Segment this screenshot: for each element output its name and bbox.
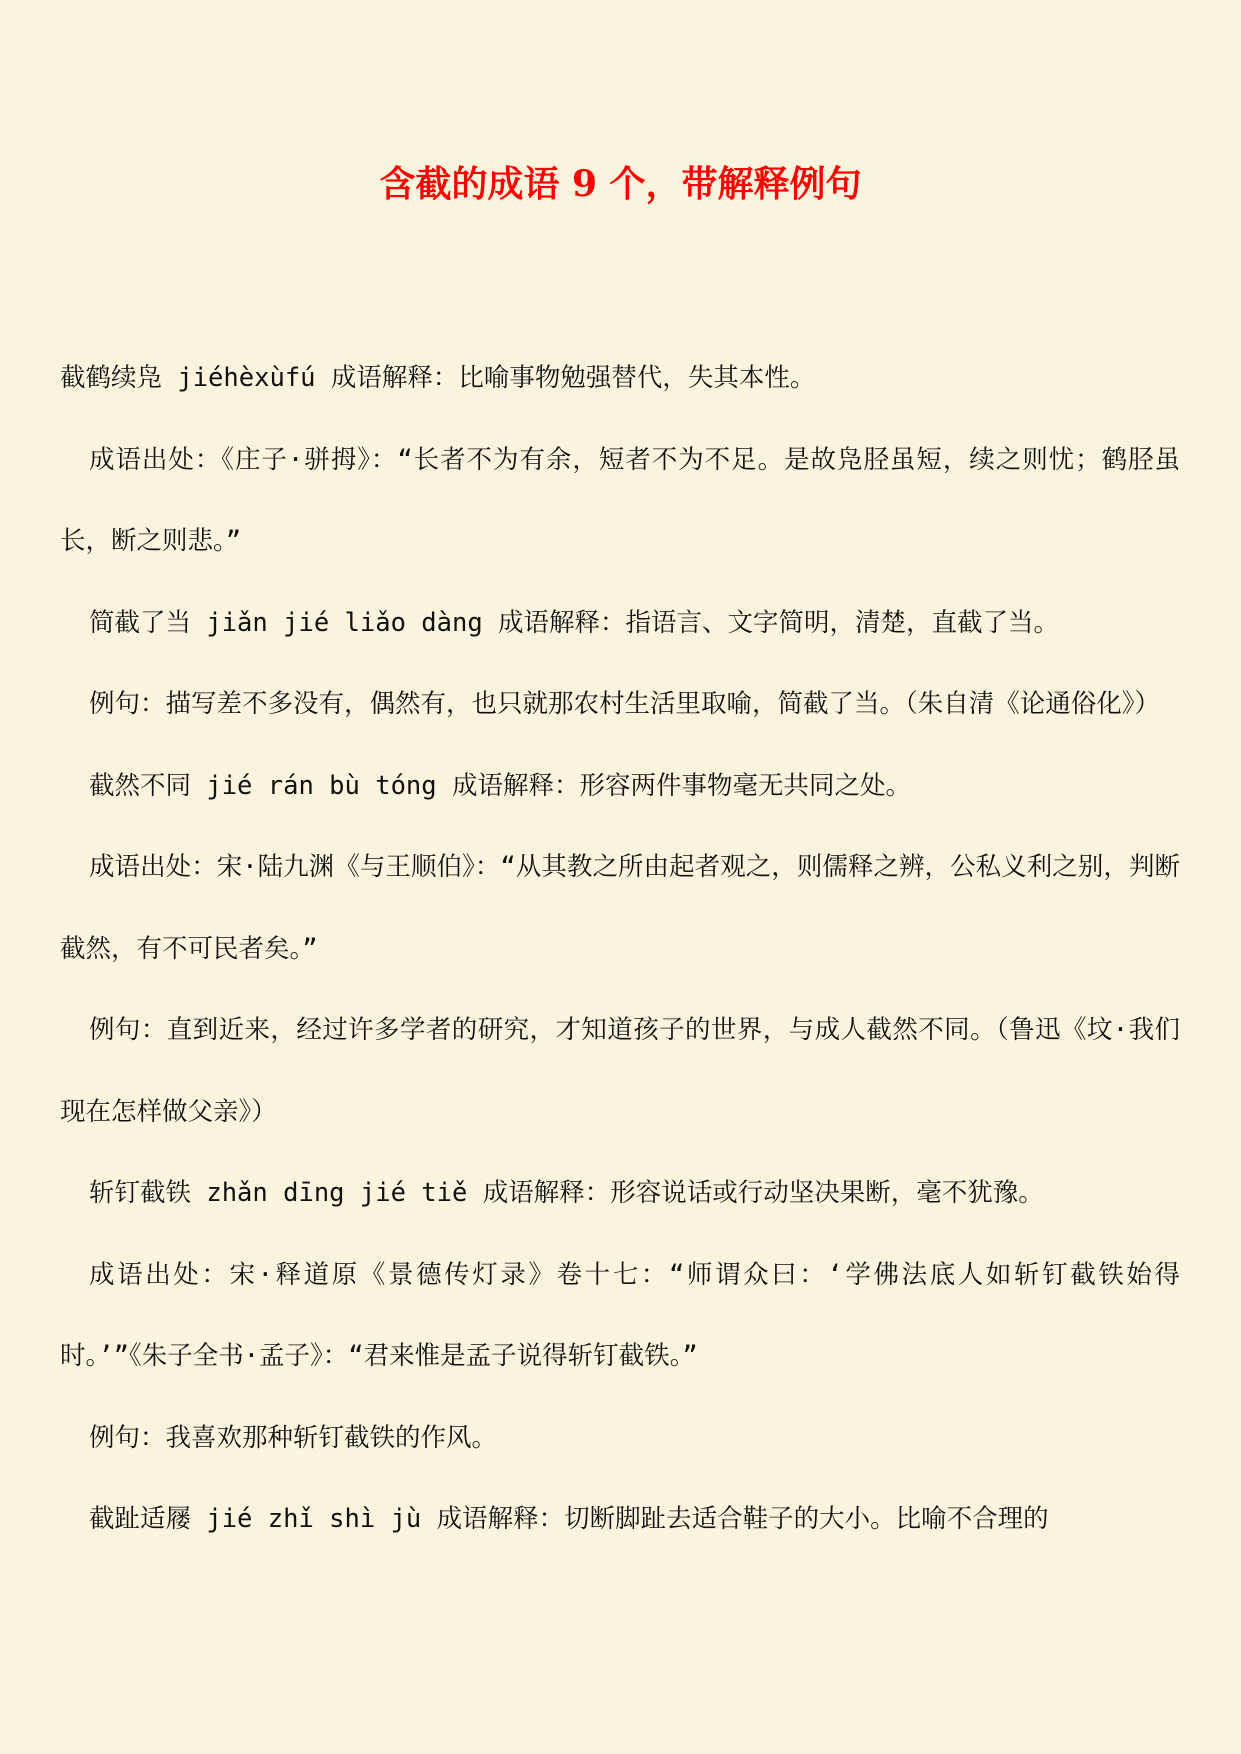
paragraph-6: 成语出处：宋·陆九渊《与王顺伯》：“从其教之所由起者观之，则儒释之辨，公私义利之别，判断截然，有不可民者矣。” xyxy=(60,852,1180,964)
document-title: 含截的成语 9 个，带解释例句 xyxy=(379,163,862,205)
paragraph-2: 成语出处：《庄子·骈拇》：“长者不为有余，短者不为不足。是故凫胫虽短，续之则忧；鹤胫虽长，断之则悲。” xyxy=(60,444,1180,556)
paragraph-4: 例句：描写差不多没有，偶然有，也只就那农村生活里取喻，简截了当。（朱自清《论通俗化》） xyxy=(89,689,1161,719)
paragraph-9: 成语出处：宋·释道原《景德传灯录》卷十七：“师谓众曰：‘学佛法底人如斩钉截铁始得时。’”《朱子全书·孟子》：“君来惟是孟子说得斩钉截铁。” xyxy=(60,1259,1180,1371)
paragraph-1: 截鹤续凫 jiéhèxùfú 成语解释：比喻事物勉强替代，失其本性。 xyxy=(60,363,816,393)
document-body xyxy=(60,338,1180,1561)
paragraph-7: 例句：直到近来，经过许多学者的研究，才知道孩子的世界，与成人截然不同。（鲁迅《坟·我们现在怎样做父亲》） xyxy=(60,1015,1180,1127)
paragraph-10: 例句：我喜欢那种斩钉截铁的作风。 xyxy=(89,1422,498,1453)
paragraph-3: 简截了当 jiǎn jié liǎo dàng 成语解释：指语言、文字简明，清楚，直截了当。 xyxy=(89,607,1060,638)
paragraph-11: 截趾适屦 jié zhǐ shì jù 成语解释：切断脚趾去适合鞋子的大小。比喻不合理的 xyxy=(89,1504,1049,1534)
paragraph-8: 斩钉截铁 zhǎn dīng jié tiě 成语解释：形容说话或行动坚决果断，毫不犹豫。 xyxy=(89,1178,1044,1208)
paragraph-5: 截然不同 jié rán bù tóng 成语解释：形容两件事物毫无共同之处。 xyxy=(89,770,911,801)
